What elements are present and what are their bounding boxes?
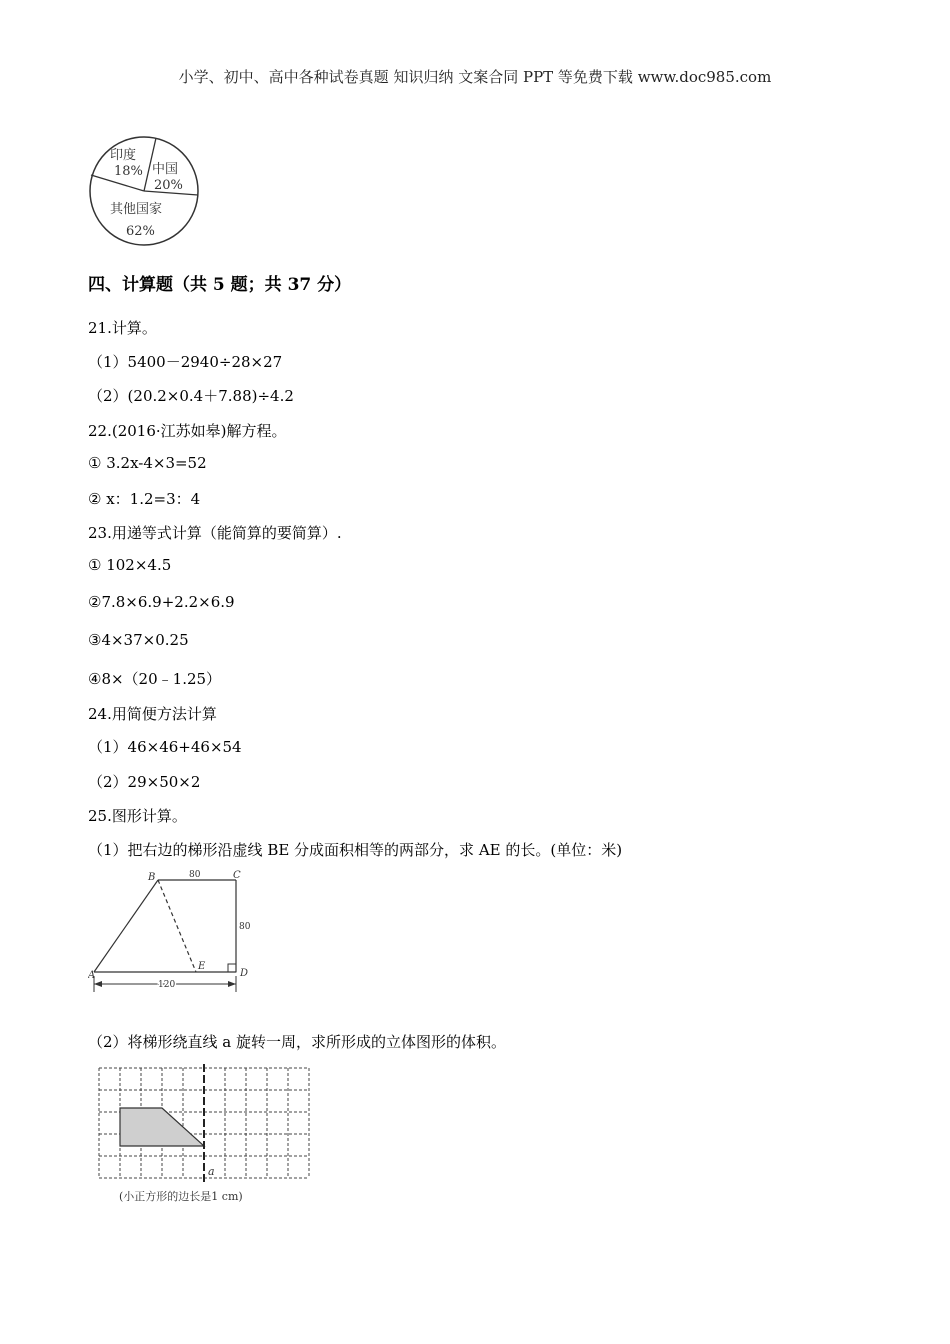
question-25-1: （1）把右边的梯形沿虚线 BE 分成面积相等的两部分，求 AE 的长。(单位：米) [88, 841, 623, 859]
question-23-1: ① 102×4.5 [88, 556, 172, 574]
pie-chart [88, 135, 200, 247]
question-21-2: （2）(20.2×0.4＋7.88)÷4.2 [88, 387, 294, 405]
axis-label-a: a [208, 1165, 215, 1178]
grid-figure [95, 1064, 315, 1209]
question-24-2: （2）29×50×2 [88, 773, 201, 791]
label-b: B [148, 872, 156, 883]
label-d: D [240, 968, 249, 979]
question-23-3: ③4×37×0.25 [88, 631, 189, 649]
pie-pct-china: 20% [154, 178, 183, 193]
length-bottom: 120 [158, 980, 176, 990]
pie-label-china: 中国 [152, 162, 179, 177]
pie-pct-others: 62% [126, 224, 155, 239]
question-25-2: （2）将梯形绕直线 a 旋转一周，求所形成的立体图形的体积。 [88, 1033, 507, 1051]
question-24: 24.用简便方法计算 [88, 705, 217, 723]
pie-label-india: 印度 [110, 148, 137, 163]
question-21-1: （1）5400－2940÷28×27 [88, 353, 283, 371]
pie-pct-india: 18% [114, 164, 143, 179]
dashed-be [158, 880, 196, 972]
question-22-1: ① 3.2x-4×3=52 [88, 454, 207, 472]
label-a: A [88, 970, 96, 981]
page-header: 小学、初中、高中各种试卷真题 知识归纳 文案合同 PPT 等免费下载 www.doc985.com [178, 68, 772, 86]
question-23-2: ②7.8×6.9+2.2×6.9 [88, 593, 235, 611]
pie-label-others: 其他国家 [110, 202, 163, 217]
trapezoid-figure [88, 866, 258, 996]
length-top: 80 [189, 870, 201, 880]
question-22: 22.(2016·江苏如皋)解方程。 [88, 422, 287, 440]
label-e: E [198, 961, 206, 972]
grid-caption: (小正方形的边长是1 cm) [119, 1190, 243, 1203]
label-c: C [233, 870, 241, 881]
right-angle-mark [228, 964, 236, 972]
question-22-2: ② x：1.2=3：4 [88, 490, 201, 508]
dim-arrow-left [94, 981, 102, 987]
shaded-trapezoid [120, 1108, 204, 1146]
question-23-4: ④8×（20﹣1.25） [88, 670, 222, 688]
question-25: 25.图形计算。 [88, 807, 187, 825]
section-title: 四、计算题（共 5 题；共 37 分） [88, 275, 352, 295]
question-21: 21.计算。 [88, 319, 157, 337]
question-24-1: （1）46×46+46×54 [88, 738, 242, 756]
edge-ab [94, 880, 158, 972]
length-right: 80 [239, 922, 251, 932]
dim-arrow-right [228, 981, 236, 987]
question-23: 23.用递等式计算（能简算的要简算）. [88, 524, 342, 542]
